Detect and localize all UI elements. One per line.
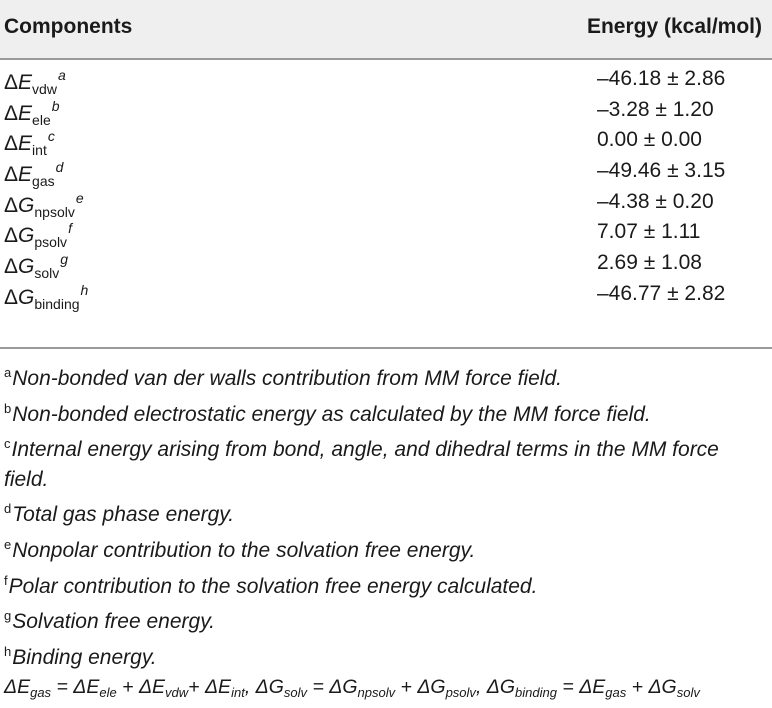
footnote-text: Polar contribution to the solvation free energy calculated. [8, 574, 538, 598]
footnote-mark: b [4, 400, 12, 416]
footnote-mark: g [4, 608, 12, 624]
footnote-marker: e [75, 189, 84, 206]
equation-subscript: gas [30, 685, 52, 701]
delta-symbol: Δ [4, 71, 19, 94]
energy-value: 7.07 ± 1.11 [597, 220, 701, 244]
footnote [4, 566, 764, 602]
equation-term: ΔE [4, 676, 31, 699]
equation-term: = ΔG [307, 676, 358, 699]
footnote-mark: d [4, 501, 12, 517]
component-symbol: G [18, 193, 35, 217]
footnote-marker: h [80, 281, 89, 298]
footnote-text: Internal energy arising from bond, angle, and dihedral terms in the MM force field. [4, 438, 719, 491]
equation-term: + ΔE [116, 676, 166, 699]
component-symbol: E [18, 163, 33, 187]
footnote-marker: a [57, 67, 66, 83]
component-cell [4, 220, 72, 250]
table-row [0, 156, 772, 190]
delta-symbol: Δ [4, 255, 19, 279]
footnote-mark: f [4, 572, 8, 588]
footnote [4, 358, 764, 394]
energy-value: –46.77 ± 2.82 [597, 281, 726, 305]
equation-term: + ΔG [395, 676, 446, 699]
component-subscript: psolv [34, 234, 68, 251]
footnote-marker: g [60, 251, 69, 268]
equation-term: + ΔE [188, 676, 232, 699]
footnote-text: Solvation free energy. [12, 610, 215, 634]
equation-term: , ΔG [244, 676, 284, 699]
footnote-text: Total gas phase energy. [12, 503, 235, 527]
footnote-marker: f [68, 220, 72, 237]
footnote-marker: c [47, 128, 55, 145]
component-symbol: G [18, 224, 35, 248]
footnote [4, 530, 764, 566]
table-row [0, 248, 772, 282]
equation-term: + ΔG [626, 676, 677, 699]
component-symbol: G [18, 255, 35, 279]
footnote-mark: e [4, 536, 12, 552]
footnotes [4, 358, 764, 708]
component-subscript: vdw [32, 81, 57, 97]
table-row [0, 64, 772, 95]
energy-value: –4.38 ± 0.20 [597, 189, 714, 213]
table-header [0, 0, 772, 58]
equation-term: = ΔE [556, 676, 606, 699]
energy-value: 0.00 ± 0.00 [597, 128, 702, 152]
footnote [4, 429, 764, 494]
header-components: Components [4, 15, 133, 38]
component-symbol: E [18, 132, 33, 156]
header-energy: Energy (kcal/mol) [586, 15, 762, 38]
footnote-text: Binding energy. [12, 645, 157, 669]
equation-subscript: int [231, 685, 245, 701]
footnote [4, 601, 764, 637]
energy-value: –46.18 ± 2.86 [597, 67, 726, 90]
footnote-marker: b [51, 97, 60, 114]
equation-subscript: binding [515, 685, 557, 701]
equation-subscript: npsolv [357, 685, 396, 701]
table-row [0, 95, 772, 126]
component-subscript: solv [34, 265, 60, 282]
table-body [0, 64, 772, 310]
delta-symbol: Δ [4, 224, 19, 248]
equation-subscript: psolv [445, 685, 476, 701]
delta-symbol: Δ [4, 285, 19, 309]
energy-value: 2.69 ± 1.08 [597, 251, 702, 275]
component-symbol: E [18, 71, 33, 94]
energy-value: –49.46 ± 3.15 [597, 159, 726, 183]
delta-symbol: Δ [4, 163, 19, 187]
equation-subscript: vdw [165, 685, 189, 701]
energy-value: –3.28 ± 1.20 [597, 97, 714, 121]
component-subscript: binding [34, 295, 80, 312]
component-cell [4, 98, 60, 128]
footnote-marker: d [55, 159, 64, 176]
equation-subscript: ele [99, 685, 117, 701]
footnote [4, 394, 764, 430]
equation-term: , ΔG [475, 676, 516, 699]
delta-symbol: Δ [4, 101, 19, 125]
component-symbol: G [18, 285, 35, 309]
component-cell [4, 67, 66, 97]
component-subscript: int [32, 142, 47, 159]
table-row [0, 279, 772, 310]
footnote-text: Non-bonded electrostatic energy as calculated by the MM force field. [12, 402, 651, 426]
footnote-mark: a [4, 365, 12, 380]
header-rule [0, 58, 772, 60]
table-row [0, 125, 772, 159]
footnote-text: Nonpolar contribution to the solvation free energy. [12, 538, 476, 562]
table-row [0, 187, 772, 218]
component-cell [4, 251, 68, 281]
component-subscript: npsolv [34, 203, 75, 220]
equation-subscript: solv [283, 685, 308, 701]
footnote-mark: h [4, 643, 12, 659]
component-cell [4, 190, 84, 220]
table-row [0, 217, 772, 251]
equation-subscript: gas [605, 685, 627, 701]
footnote-text: Non-bonded van der walls contribution from MM force field. [12, 367, 562, 390]
component-cell [4, 128, 55, 158]
equation-term: = ΔE [51, 676, 100, 699]
body-rule [0, 347, 772, 349]
footnote [4, 637, 764, 673]
component-subscript: gas [32, 173, 55, 190]
component-cell [4, 282, 88, 312]
summary-equation [4, 672, 764, 708]
delta-symbol: Δ [4, 193, 19, 217]
component-subscript: ele [32, 111, 51, 128]
delta-symbol: Δ [4, 132, 19, 156]
equation-subscript: solv [676, 685, 700, 701]
component-cell [4, 159, 63, 189]
footnote [4, 494, 764, 530]
component-symbol: E [18, 101, 33, 125]
footnote-mark: c [4, 436, 11, 452]
